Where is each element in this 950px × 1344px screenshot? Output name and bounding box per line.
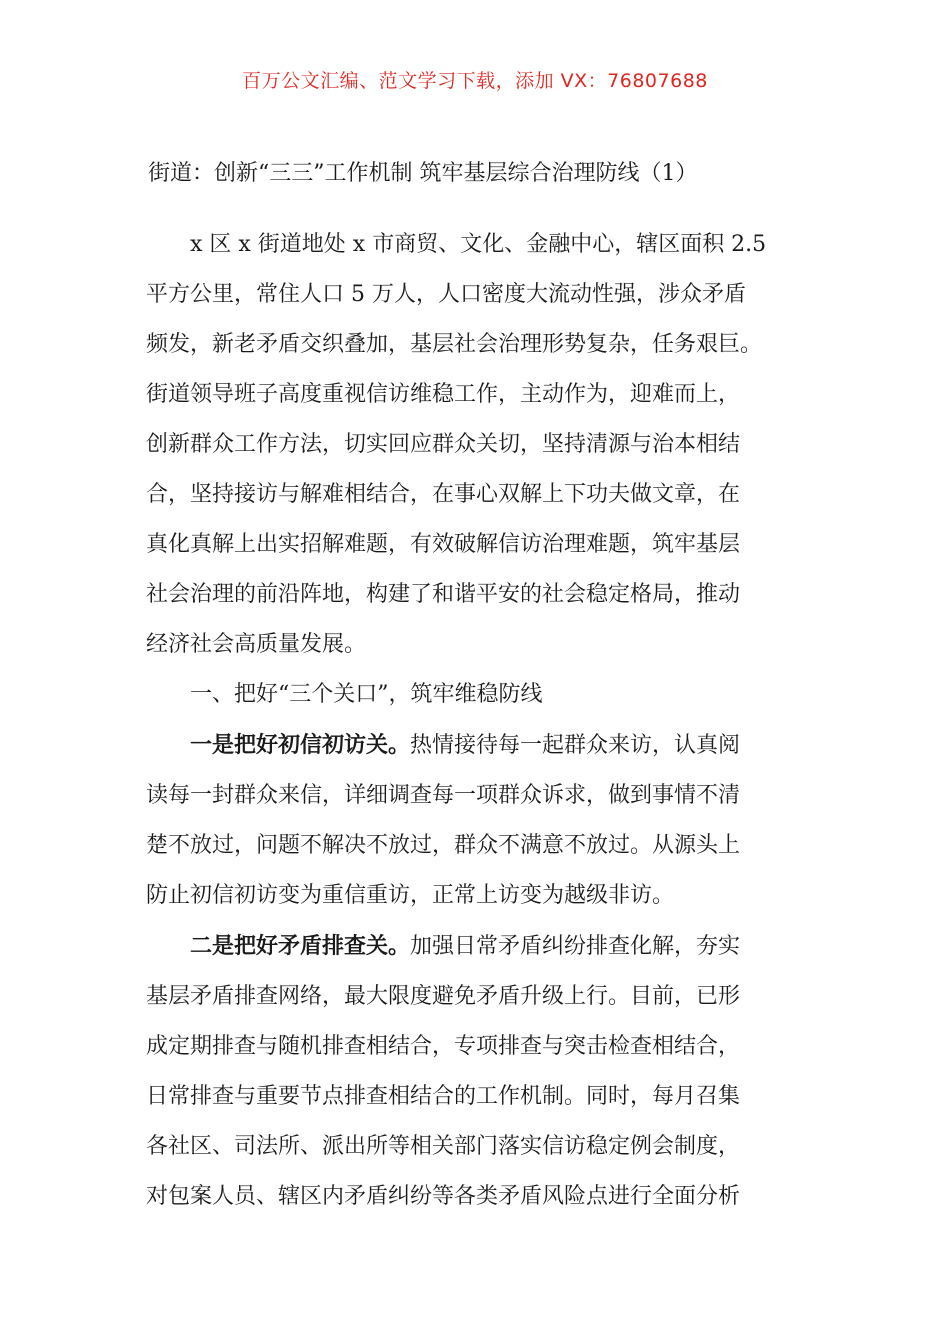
intro-line: 经济社会高质量发展。: [146, 632, 367, 657]
point-line: 日常排查与重要节点排查相结合的工作机制。同时，每月召集: [146, 1084, 741, 1109]
point-text: 加强日常矛盾纠纷排查化解，夯实: [410, 934, 741, 959]
intro-line: 创新群众工作方法，切实回应群众关切，坚持清源与治本相结: [146, 432, 741, 457]
point-lead: 二是把好矛盾排查关。: [190, 933, 411, 959]
intro-line: 社会治理的前沿阵地，构建了和谐平安的社会稳定格局，推动: [146, 582, 741, 607]
intro-line: 合，坚持接访与解难相结合，在事心双解上下功夫做文章，在: [146, 482, 741, 507]
intro-line: x 区 x 街道地处 x 市商贸、文化、金融中心，辖区面积 2.5: [190, 232, 767, 257]
point-text: 热情接待每一起群众来访，认真阅: [410, 733, 741, 758]
document-title: 街道：创新“三三”工作机制 筑牢基层综合治理防线（1）: [148, 161, 698, 186]
intro-line: 街道领导班子高度重视信访维稳工作，主动作为，迎难而上，: [146, 382, 741, 407]
point-line: 读每一封群众来信，详细调查每一项群众诉求，做到事情不清: [146, 783, 741, 808]
point-line: 对包案人员、辖区内矛盾纠纷等各类矛盾风险点进行全面分析: [146, 1184, 741, 1209]
point-line: 成定期排查与随机排查相结合，专项排查与突击检查相结合，: [146, 1034, 741, 1059]
point-first-line: [146, 720, 821, 771]
point-line: 楚不放过，问题不解决不放过，群众不满意不放过。从源头上: [146, 833, 741, 858]
point-line: 各社区、司法所、派出所等相关部门落实信访稳定例会制度，: [146, 1134, 741, 1159]
section-heading: 一、把好“三个关口”，筑牢维稳防线: [190, 682, 543, 707]
point-line: 防止初信初访变为重信重访，正常上访变为越级非访。: [146, 883, 675, 908]
document-body: [146, 220, 821, 1222]
intro-line: 平方公里，常住人口 5 万人，人口密度大流动性强，涉众矛盾: [146, 282, 746, 307]
point-first-line: [146, 921, 821, 972]
point-lead: 一是把好初信初访关。: [190, 732, 411, 758]
point-line: 基层矛盾排查网络，最大限度避免矛盾升级上行。目前，已形: [146, 984, 741, 1009]
intro-line: 频发，新老矛盾交织叠加，基层社会治理形势复杂，任务艰巨。: [146, 332, 763, 357]
intro-line: 真化真解上出实招解难题，有效破解信访治理难题，筑牢基层: [146, 532, 741, 557]
watermark-banner: 百万公文汇编、范文学习下载，添加 VX：76807688: [242, 70, 708, 92]
